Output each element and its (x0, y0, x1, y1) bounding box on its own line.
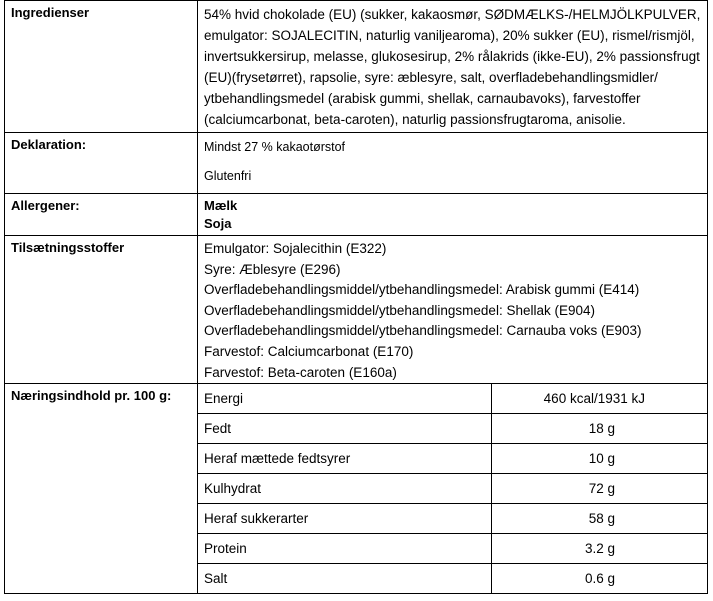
nutrient-name: Salt (198, 564, 491, 594)
nutrition-row-energy (198, 384, 707, 414)
ingredients-label: Ingredienser (5, 1, 198, 133)
additive-line: Farvestof: Beta-caroten (E160a) (204, 364, 397, 380)
nutrition-row-carbs (198, 474, 707, 504)
nutrition-label: Næringsindhold pr. 100 g: (5, 384, 198, 594)
declaration-text (198, 133, 708, 194)
additive-line: Overfladebehandlingsmiddel/ytbehandlingsmedel: Arabisk gummi (E414) (204, 282, 640, 298)
nutrition-row-sugars (198, 504, 707, 534)
nutrient-name: Kulhydrat (198, 474, 491, 504)
nutrient-value: 72 g (491, 474, 707, 504)
additives-label: Tilsætningsstoffer (5, 236, 198, 384)
nutrient-value: 58 g (491, 504, 707, 534)
declaration-line: Glutenfri (204, 169, 252, 183)
nutrition-row-salt (198, 564, 707, 594)
additives-text (198, 236, 708, 384)
additives-row (5, 236, 708, 384)
nutrient-value: 460 kcal/1931 kJ (491, 384, 707, 414)
ingredients-line: 54% hvid chokolade (EU) (sukker, kakaosmør, SØDMÆLKS-/HELMJÖLKPULVER, (204, 7, 701, 22)
declaration-row (5, 133, 708, 194)
ingredients-line: (calciumcarbonat, beta-caroten), naturlig passionsfrugtaroma, anisolie. (204, 112, 626, 127)
allergen-item: Mælk (204, 198, 238, 213)
nutrition-table (198, 384, 707, 593)
ingredients-text (198, 1, 708, 133)
allergens-row (5, 194, 708, 236)
ingredients-line: invertsukkersirup, melasse, glukosesirup, 2% rålakrids (ikke-EU), 2% passionsfrugt (204, 49, 700, 64)
allergen-item: Soja (204, 216, 232, 231)
additive-line: Farvestof: Calciumcarbonat (E170) (204, 343, 414, 359)
additive-line: Emulgator: Sojalecithin (E322) (204, 241, 387, 256)
nutrient-value: 18 g (491, 414, 707, 444)
additive-line: Overfladebehandlingsmiddel/ytbehandlingsmedel: Carnauba voks (E903) (204, 323, 642, 339)
additive-line: Syre: Æblesyre (E296) (204, 261, 341, 277)
nutrition-row-fat (198, 414, 707, 444)
nutrition-row-saturated (198, 444, 707, 474)
nutrient-name: Energi (198, 384, 491, 414)
nutrient-name: Protein (198, 534, 491, 564)
nutrient-name: Heraf mættede fedtsyrer (198, 444, 491, 474)
nutrition-row (5, 384, 708, 594)
allergens-list (198, 194, 708, 236)
product-info-table (4, 0, 708, 594)
allergens-label: Allergener: (5, 194, 198, 236)
nutrition-row-protein (198, 534, 707, 564)
nutrient-value: 3.2 g (491, 534, 707, 564)
additive-line: Overfladebehandlingsmiddel/ytbehandlingsmedel: Shellak (E904) (204, 302, 595, 318)
ingredients-line: emulgator: SOJALECITIN, naturlig vaniljearoma), 20% sukker (EU), rismel/rismjöl, (204, 28, 695, 43)
nutrition-cell (198, 384, 708, 594)
ingredients-row (5, 1, 708, 133)
nutrient-value: 0.6 g (491, 564, 707, 594)
ingredients-line: (EU)(frysetørret), rapsolie, syre: æblesyre, salt, overfladebehandlingsmidler/ (204, 70, 658, 85)
nutrient-name: Fedt (198, 414, 491, 444)
declaration-line: Mindst 27 % kakaotørstof (204, 140, 346, 154)
ingredients-line: ytbehandlingsmedel (arabisk gummi, shellak, carnaubavoks), farvestoffer (204, 91, 641, 106)
declaration-label: Deklaration: (5, 133, 198, 194)
nutrient-name: Heraf sukkerarter (198, 504, 491, 534)
nutrient-value: 10 g (491, 444, 707, 474)
